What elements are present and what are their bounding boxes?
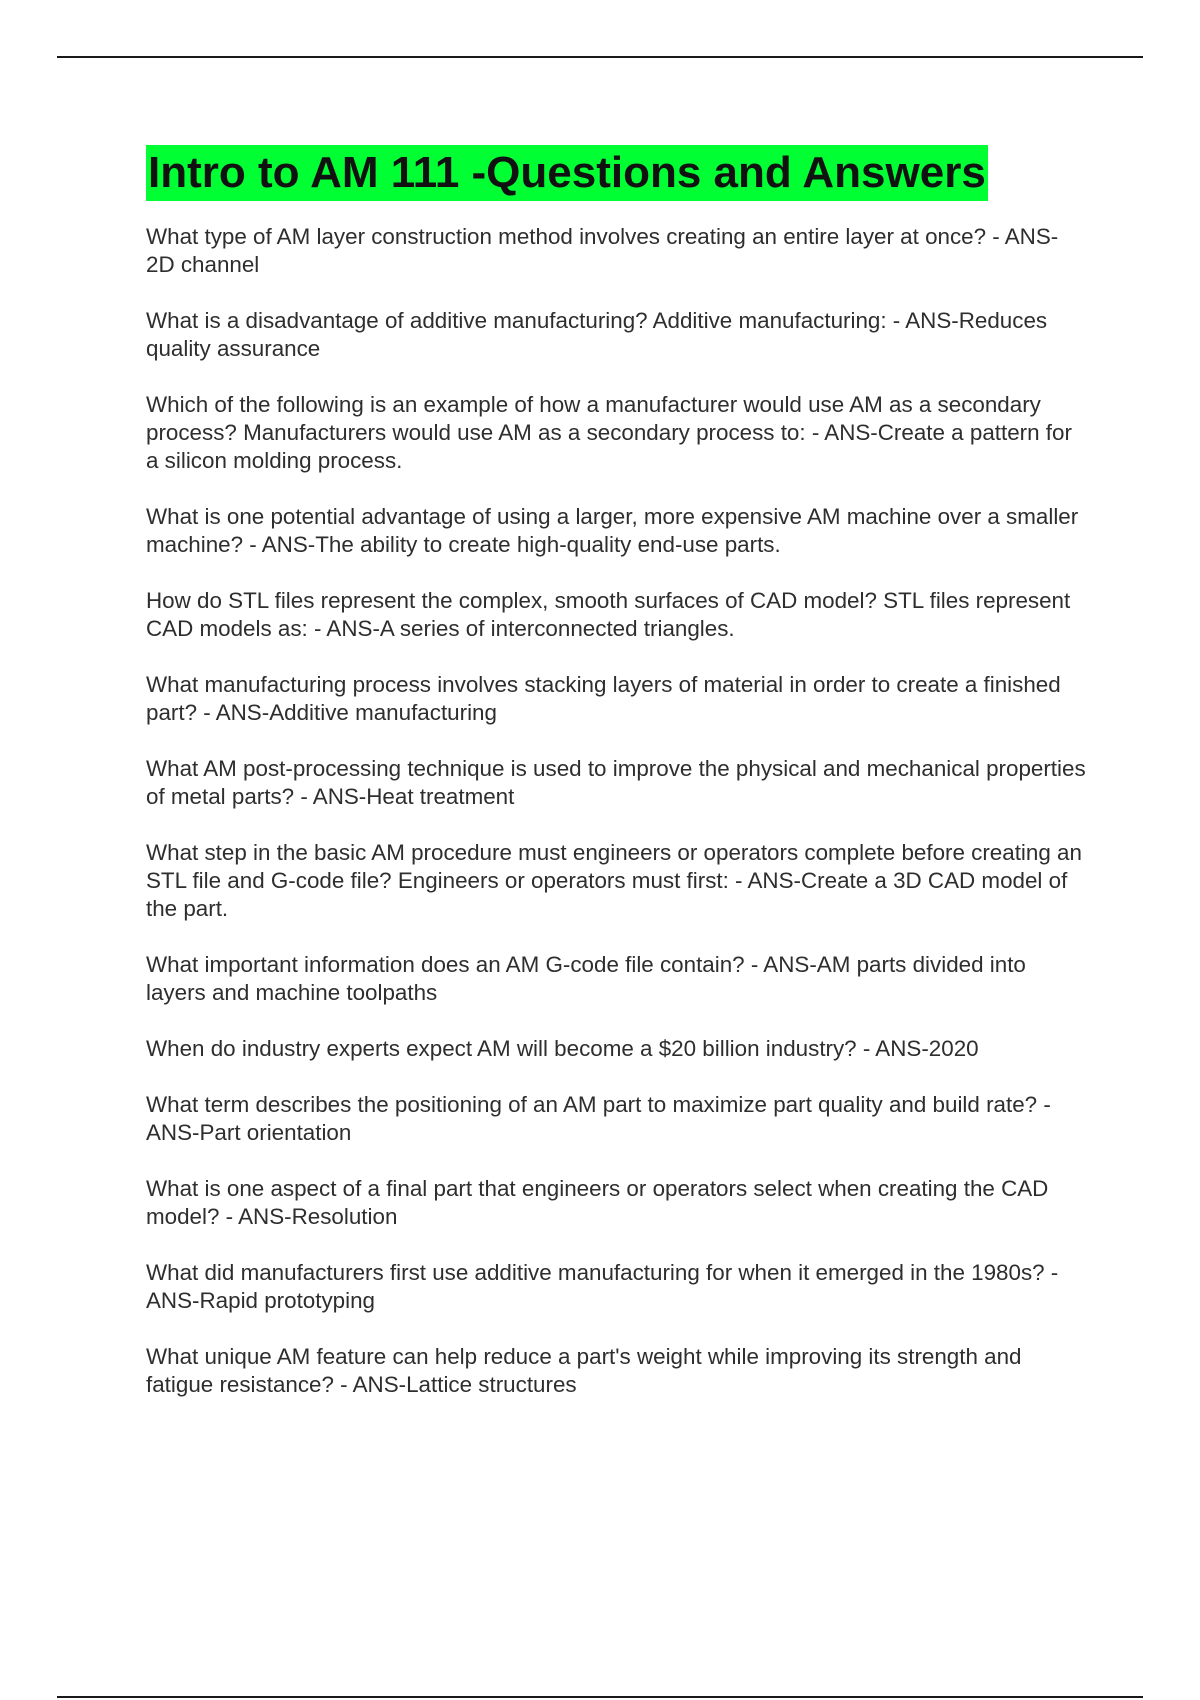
qa-item: What type of AM layer construction method involves creating an entire layer at once? - ANS-2D channel <box>146 224 1059 277</box>
page-title: Intro to AM 111 -Questions and Answers <box>146 145 988 201</box>
qa-item: What important information does an AM G-code file contain? - ANS-AM parts divided into layers and machine toolpaths <box>146 952 1026 1005</box>
top-rule <box>57 56 1143 58</box>
qa-item: When do industry experts expect AM will become a $20 billion industry? - ANS-2020 <box>146 1036 979 1061</box>
bottom-rule <box>57 1696 1143 1698</box>
qa-item: What unique AM feature can help reduce a part's weight while improving its strength and fatigue resistance? - ANS-Lattice structures <box>146 1344 1022 1397</box>
qa-item: How do STL files represent the complex, smooth surfaces of CAD model? STL files represent CAD models as: - ANS-A series of interconnected triangles. <box>146 588 1071 641</box>
qa-item: What step in the basic AM procedure must engineers or operators complete before creating an STL file and G-code file? Engineers or operators must first: - ANS-Create a 3D CAD model of the part. <box>146 840 1082 921</box>
qa-item: What AM post-processing technique is used to improve the physical and mechanical properties of metal parts? - ANS-Heat treatment <box>146 756 1086 809</box>
qa-item: Which of the following is an example of how a manufacturer would use AM as a secondary process? Manufacturers would use AM as a secondary process to: - ANS-Create a pattern for a silicon molding process. <box>146 392 1072 473</box>
qa-item: What is a disadvantage of additive manufacturing? Additive manufacturing: - ANS-Reduces quality assurance <box>146 308 1048 361</box>
qa-list <box>146 223 1086 1399</box>
title-block <box>146 145 1086 201</box>
document-body <box>146 145 1086 1427</box>
qa-item: What did manufacturers first use additive manufacturing for when it emerged in the 1980s? - ANS-Rapid prototyping <box>146 1260 1059 1313</box>
qa-item: What manufacturing process involves stacking layers of material in order to create a finished part? - ANS-Additive manufacturing <box>146 672 1061 725</box>
qa-item: What term describes the positioning of an AM part to maximize part quality and build rate? - ANS-Part orientation <box>146 1092 1051 1145</box>
qa-item: What is one aspect of a final part that engineers or operators select when creating the CAD model? - ANS-Resolution <box>146 1176 1049 1229</box>
qa-item: What is one potential advantage of using a larger, more expensive AM machine over a smaller machine? - ANS-The ability to create high-quality end-use parts. <box>146 504 1079 557</box>
